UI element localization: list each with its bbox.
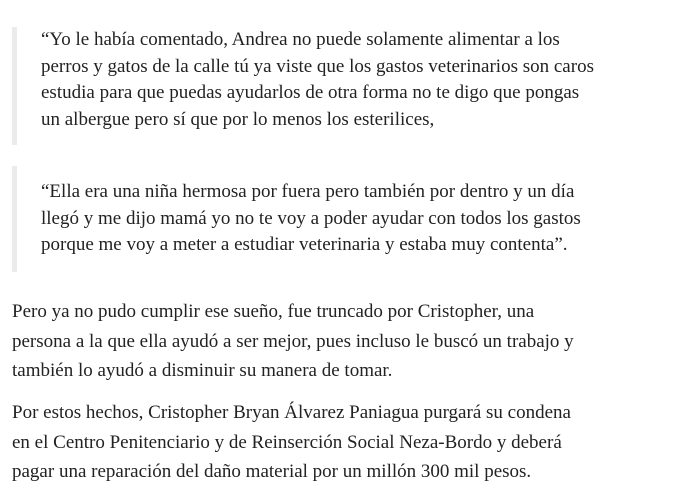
quote-1-line-2: perros y gatos de la calle tú ya viste que los gastos veterinarios son caros <box>41 55 594 77</box>
blockquote-1 <box>12 27 680 145</box>
paragraph-2-line-1: Por estos hechos, Cristopher Bryan Álvarez Paniagua purgará su condena <box>12 402 571 423</box>
paragraph-2 <box>12 398 682 487</box>
quote-2-text <box>41 166 680 259</box>
paragraph-1-line-1: Pero ya no pudo cumplir ese sueño, fue truncado por Cristopher, una <box>12 301 535 322</box>
paragraph-1 <box>12 297 682 386</box>
quote-2-line-2: llegó y me dijo mamá yo no te voy a poder ayudar con todos los gastos <box>41 207 581 229</box>
blockquote-2 <box>12 166 680 272</box>
paragraph-1-text <box>12 297 682 386</box>
quote-1-text <box>41 27 680 133</box>
quote-1-line-1: “Yo le había comentado, Andrea no puede solamente alimentar a los <box>41 29 560 50</box>
quote-2-line-1: “Ella era una niña hermosa por fuera pero también por dentro y un día <box>41 181 575 202</box>
paragraph-1-line-3: también lo ayudó a disminuir su manera de tomar. <box>12 360 393 381</box>
quote-2-line-3: porque me voy a meter a estudiar veterinaria y estaba muy contenta”. <box>41 234 568 255</box>
paragraph-2-line-3: pagar una reparación del daño material por un millón 300 mil pesos. <box>12 461 532 482</box>
paragraph-2-text <box>12 398 682 487</box>
quote-1-line-4: un albergue pero sí que por lo menos los esterilices, <box>41 108 435 130</box>
quote-1-line-3: estudia para que puedas ayudarlos de otra forma no te digo que pongas <box>41 82 580 103</box>
paragraph-2-line-2: en el Centro Penitenciario y de Reinserción Social Neza-Bordo y deberá <box>12 431 562 453</box>
paragraph-1-line-2: persona a la que ella ayudó a ser mejor, pues incluso le buscó un trabajo y <box>12 330 574 352</box>
